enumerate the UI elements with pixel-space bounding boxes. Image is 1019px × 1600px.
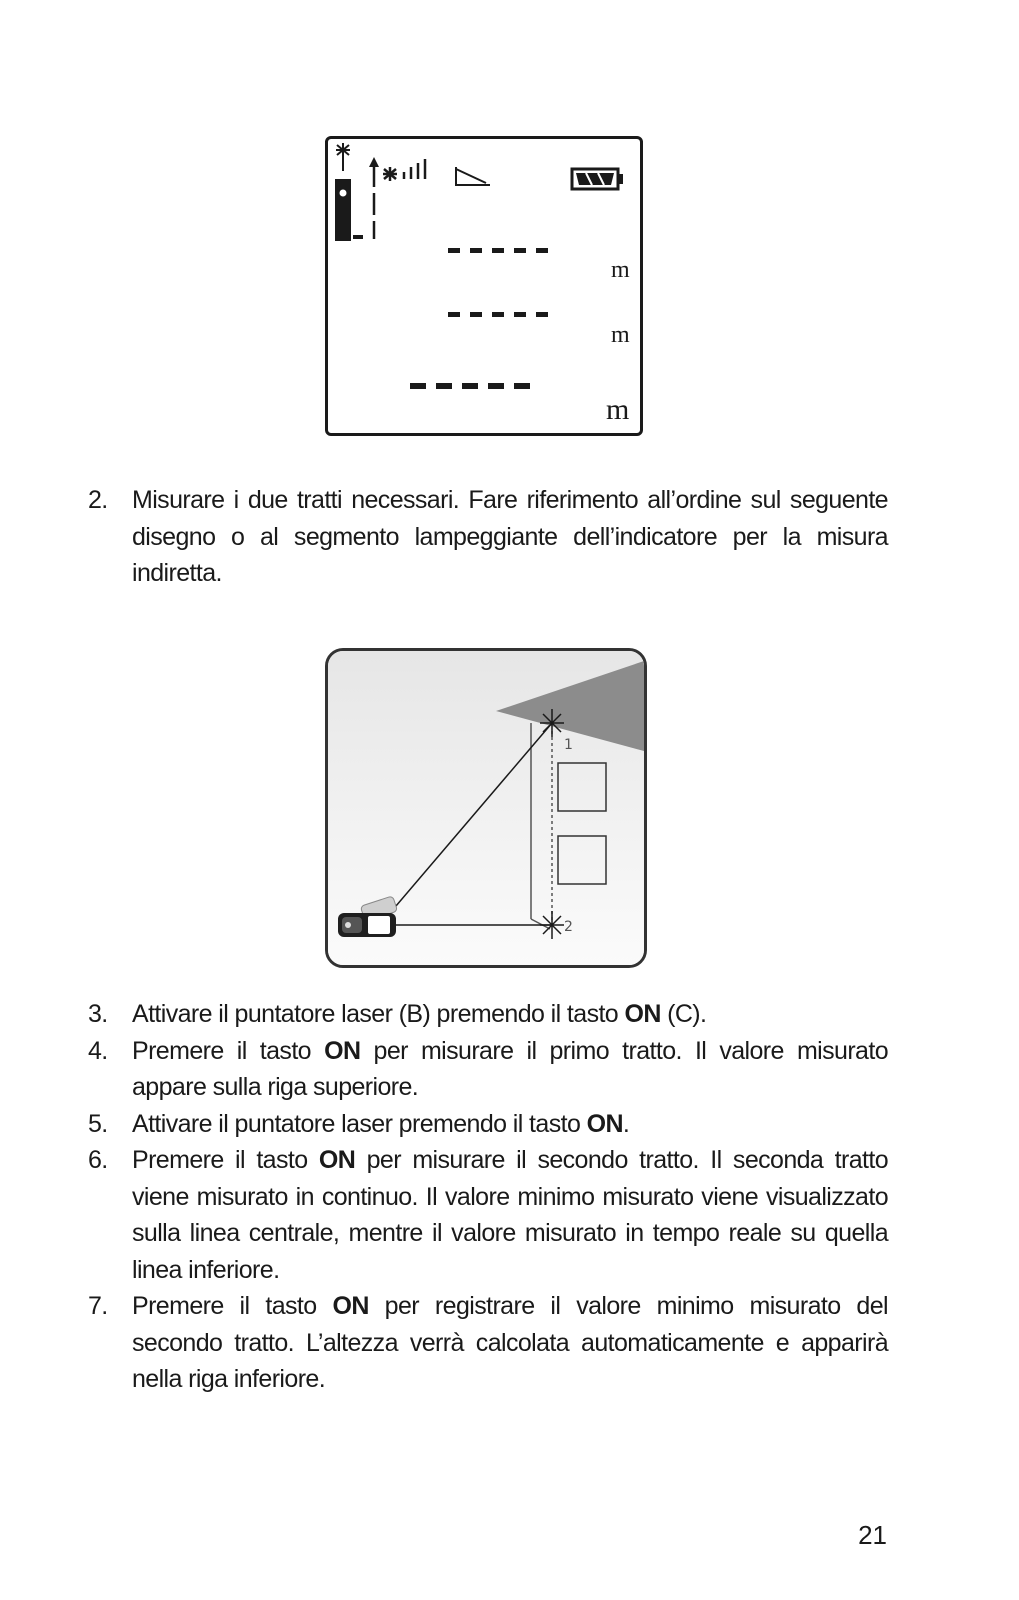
signal-icon: [383, 159, 425, 181]
dash-row-3: [410, 383, 530, 389]
step-number: 2.: [88, 486, 108, 514]
step-number: 7.: [88, 1292, 108, 1320]
step-4: [88, 1033, 888, 1106]
lcd-display-figure: [325, 136, 643, 436]
step-5: [88, 1106, 888, 1143]
unit-bottom: m: [606, 393, 630, 426]
step-6: [88, 1142, 888, 1288]
step-2: [88, 482, 888, 592]
steps-list: [88, 996, 888, 1398]
measurement-illustration: [325, 648, 647, 968]
step-text: Premere il tasto ON per misurare il secondo tratto. Il seconda tratto viene misurato in continuo. Il valore minimo misurato viene visualizzato sulla linea centrale, mentre il valore misurato in tempo reale su quella linea inferiore.: [132, 1146, 888, 1284]
step-text: Premere il tasto ON per misurare il primo tratto. Il valore misurato appare sulla riga superiore.: [132, 1036, 889, 1101]
step-text: Misurare i due tratti necessari. Fare riferimento all’ordine sul seguente disegno o al segmento lampeggiante dell’indicatore per la misura indiretta.: [132, 486, 888, 587]
point-label-2: 2: [564, 919, 573, 935]
point-label-1: 1: [564, 737, 573, 753]
step-text: Premere il tasto ON per registrare il valore minimo misurato del secondo tratto. L’altezza verrà calcolata automaticamente e apparirà nella riga inferiore.: [132, 1292, 888, 1393]
triangle-mode-icon: [456, 167, 490, 185]
dash-row-1: [448, 248, 548, 253]
step-text: Attivare il puntatore laser (B) premendo il tasto ON (C).: [132, 1000, 707, 1028]
unit-top: m: [611, 257, 630, 283]
battery-icon: [572, 169, 623, 189]
step-7: [88, 1288, 888, 1398]
step-number: 6.: [88, 1146, 108, 1174]
step-number: 4.: [88, 1036, 108, 1065]
step-text: Attivare il puntatore laser premendo il tasto ON.: [132, 1109, 630, 1138]
reference-icon: [369, 157, 379, 239]
laser-icon: [336, 143, 350, 171]
device-icon: [335, 179, 363, 241]
step-3: [88, 996, 888, 1033]
page-number: 21: [858, 1520, 887, 1550]
lcd-icons: [328, 139, 640, 433]
unit-middle: m: [611, 322, 630, 348]
step-number: 3.: [88, 1000, 108, 1028]
step-number: 5.: [88, 1109, 108, 1138]
dash-row-2: [448, 312, 548, 317]
